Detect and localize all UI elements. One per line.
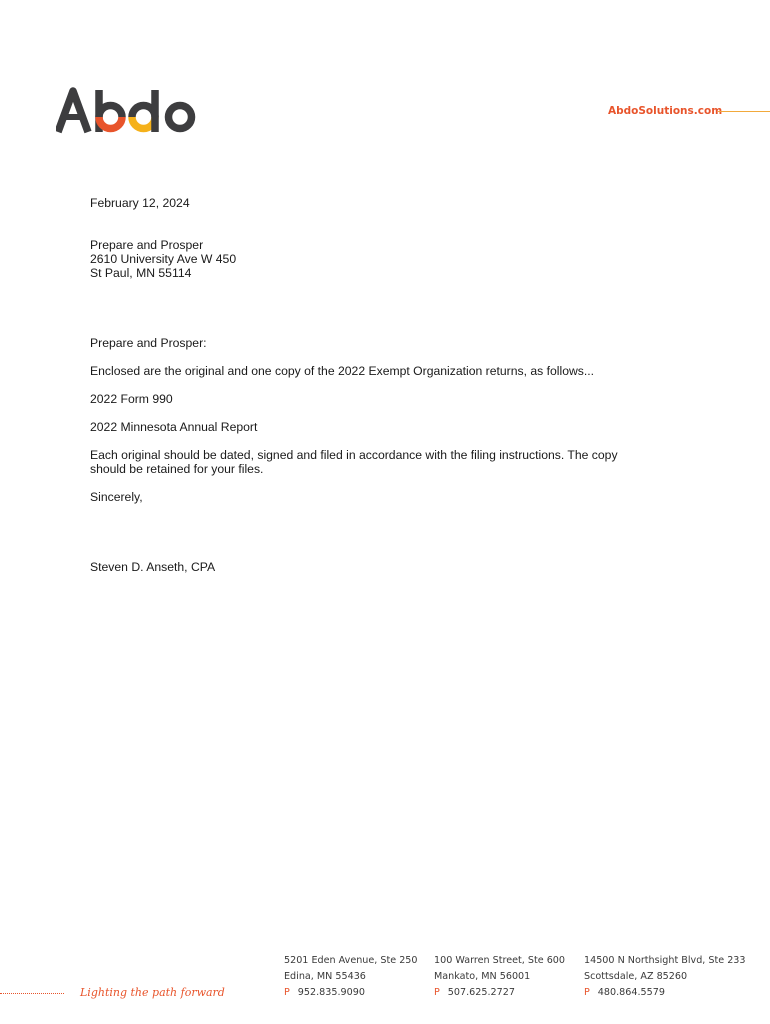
office-scottsdale bbox=[584, 953, 746, 1001]
enclosure-item: 2022 Form 990 bbox=[90, 392, 173, 406]
office-edina bbox=[284, 953, 418, 1001]
office-mankato bbox=[434, 953, 565, 1001]
recipient-street: 2610 University Ave W 450 bbox=[90, 252, 237, 266]
enclosure-item: 2022 Minnesota Annual Report bbox=[90, 420, 258, 434]
phone-label: P bbox=[434, 987, 440, 998]
letter-date: February 12, 2024 bbox=[90, 196, 190, 210]
office-city: Mankato, MN 56001 bbox=[434, 971, 531, 982]
office-street: 5201 Eden Avenue, Ste 250 bbox=[284, 955, 418, 966]
phone-label: P bbox=[284, 987, 290, 998]
office-phone bbox=[434, 985, 565, 1001]
phone-number[interactable]: 952.835.9090 bbox=[297, 987, 365, 998]
phone-number[interactable]: 507.625.2727 bbox=[447, 987, 515, 998]
letter-body bbox=[90, 196, 670, 574]
instructions-paragraph bbox=[90, 448, 670, 476]
office-street: 100 Warren Street, Ste 600 bbox=[434, 955, 566, 966]
closing: Sincerely, bbox=[90, 490, 143, 504]
tagline-rule bbox=[0, 993, 64, 994]
office-street: 14500 N Northsight Blvd, Ste 233 bbox=[584, 955, 746, 966]
phone-number[interactable]: 480.864.5579 bbox=[597, 987, 665, 998]
office-city: Edina, MN 55436 bbox=[284, 971, 366, 982]
instructions-line: should be retained for your files. bbox=[90, 462, 264, 476]
recipient-name: Prepare and Prosper bbox=[90, 238, 204, 252]
office-city: Scottsdale, AZ 85260 bbox=[584, 971, 688, 982]
abdo-logo bbox=[56, 86, 196, 138]
intro-paragraph: Enclosed are the original and one copy of the 2022 Exempt Organization returns, as follows... bbox=[90, 364, 595, 378]
phone-label: P bbox=[584, 987, 590, 998]
signature-name: Steven D. Anseth, CPA bbox=[90, 560, 216, 574]
recipient-city: St Paul, MN 55114 bbox=[90, 266, 192, 280]
header-accent-rule bbox=[718, 111, 770, 112]
office-phone bbox=[284, 985, 418, 1001]
office-phone bbox=[584, 985, 746, 1001]
salutation: Prepare and Prosper: bbox=[90, 336, 207, 350]
tagline: Lighting the path forward bbox=[80, 986, 225, 999]
recipient-address bbox=[90, 238, 670, 280]
website-link[interactable]: AbdoSolutions.com bbox=[608, 105, 723, 117]
instructions-line: Each original should be dated, signed and filed in accordance with the filing instructions. The copy bbox=[90, 448, 618, 462]
